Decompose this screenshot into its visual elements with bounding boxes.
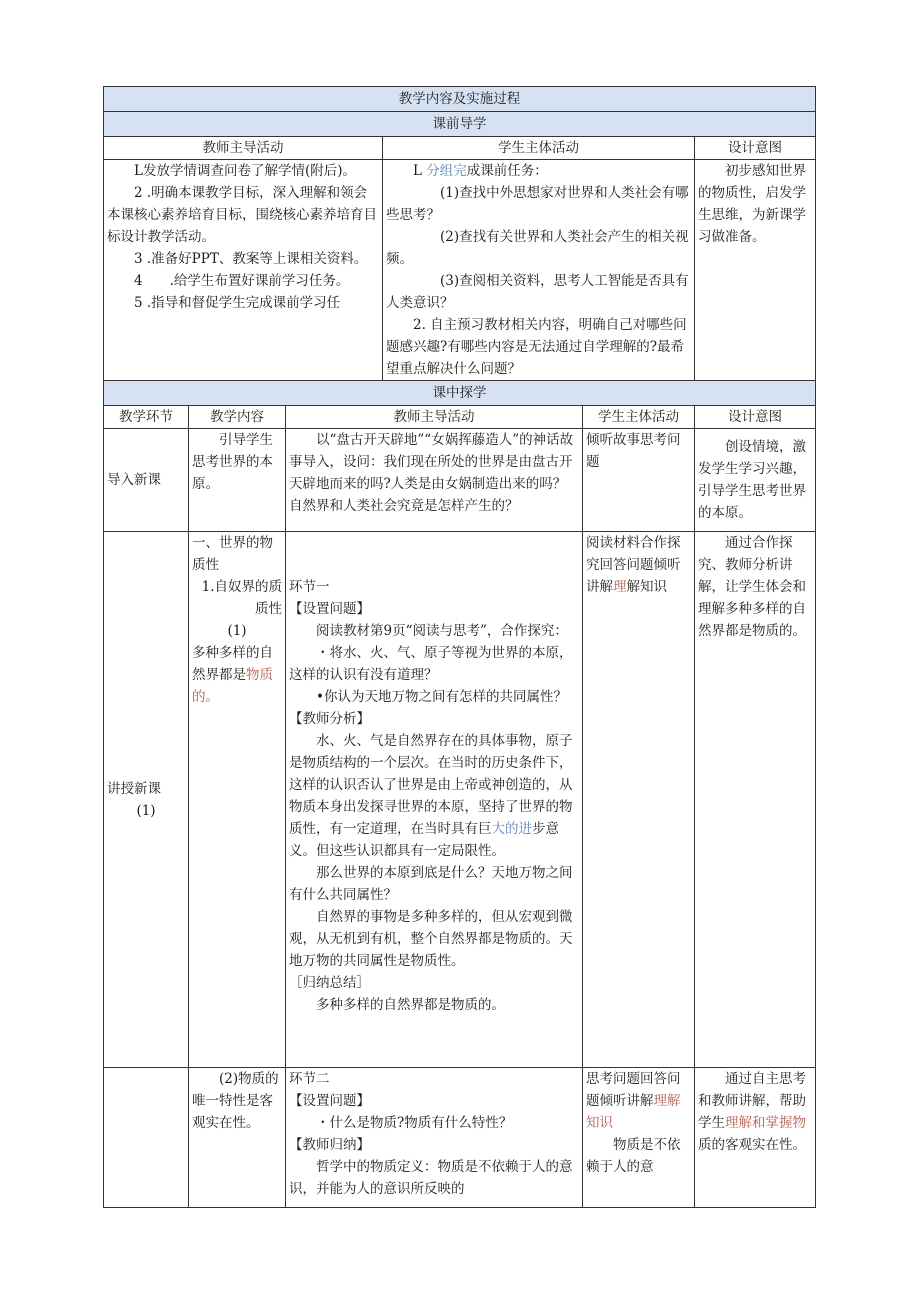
- pre-student-item-2: (2)查找有关世界和人类社会产生的相关视频。: [386, 229, 689, 267]
- intro-intent: 创设情境，激发学生学习兴趣，引导学生思考世界的本原。: [698, 439, 806, 521]
- intro-student: 倾听故事思考问题: [583, 429, 695, 532]
- pre-header-student: 学生主体活动: [383, 137, 695, 160]
- pre-teacher-item-2: 2 .明确本课教学目标，深入理解和领会本课核心素养培育目标，围绕核心素养培育目标设计教学活动。: [107, 185, 377, 245]
- substance-teacher-cell: [286, 1068, 583, 1208]
- pre-teacher-item-5: 5 .指导和督促学生完成课前学习任: [134, 295, 341, 311]
- lecture-intent-text: 通过合作探究、教师分析讲解，让学生体会和理解多种多样的自然界都是物质的。: [698, 535, 806, 639]
- substance-question-text: ・什么是物质?物质有什么特性？: [316, 1115, 513, 1131]
- substance-question-heading: 【设置问题】: [289, 1093, 370, 1109]
- intro-teacher: 以“盘古开天辟地”“女娲挥藤造人”的神话故事导入，设问：我们现在所处的世界是由盘古开天辟地而来的吗?人类是由女娲制造出来的吗？自然界和人类社会究竟是怎样产生的？: [289, 432, 574, 514]
- pre-header-teacher: 教师主导活动: [104, 137, 383, 160]
- substance-content-cell: [189, 1068, 286, 1208]
- class-header-intent: 设计意图: [695, 406, 816, 429]
- pre-teacher-item-4: 4 .给学生布置好课前学习任务。: [134, 273, 350, 289]
- substance-summary-heading: 【教师归纳】: [289, 1137, 370, 1153]
- lecture-question-bullet-1: ・将水、火、气、原子等视为世界的本原，这样的认识有没有道理？: [289, 645, 573, 683]
- lecture-content-cell: [189, 532, 286, 1068]
- substance-intent-cell: [695, 1068, 816, 1208]
- intro-row: [104, 429, 816, 532]
- lecture-content-sub: 1.自奴界的质质性: [201, 579, 282, 617]
- pre-student-intro: L 分组完成课前任务：: [413, 163, 548, 179]
- highlight-text: 理解知识: [586, 1093, 681, 1131]
- intro-content-cell: [189, 429, 286, 532]
- pre-student-item-3: (3)查阅相关资料，思考人工智能是否具有人类意识？: [386, 273, 689, 311]
- lecture-summary-heading: ［归纳总结］: [289, 975, 370, 991]
- pre-student-item-1: (1)查找中外思想家对世界和人类社会有哪些思考？: [386, 185, 689, 223]
- substance-student-text-2: 物质是不依赖于人的意: [586, 1137, 681, 1175]
- highlight-text: 大的进: [491, 821, 532, 837]
- pre-teacher-item-1: L发放学情调查问卷了解学情(附后)。: [134, 163, 356, 179]
- pre-header-intent: 设计意图: [695, 137, 816, 160]
- class-header-stage: 教学环节: [104, 406, 189, 429]
- class-header-student: 学生主体活动: [583, 406, 695, 429]
- highlight-text: 理解和掌握物: [725, 1115, 806, 1131]
- highlight-text: 分组完: [426, 163, 467, 179]
- pre-intent-text: 初步感知世界的物质性，启发学生思维，为新课学习做准备。: [698, 163, 806, 245]
- lecture-analysis-heading: 【教师分析】: [289, 711, 370, 727]
- lecture-stage: 讲授新课: [107, 780, 161, 797]
- lecture-content-heading: 一、世界的物质性: [192, 535, 273, 573]
- lecture-summary-text: 多种多样的自然界都是物质的。: [316, 997, 505, 1013]
- lecture-analysis-text-2: 那么世界的本原到底是什么？天地万物之间有什么共同属性？: [289, 865, 573, 903]
- lecture-link-label: 环节一: [289, 579, 330, 595]
- pre-header-row: [104, 137, 816, 160]
- pre-content-row: [104, 160, 816, 381]
- substance-student-cell: [583, 1068, 695, 1208]
- class-header-row: [104, 406, 816, 429]
- substance-summary-text: 哲学中的物质定义：物质是不依赖于人的意识，并能为人的意识所反映的: [289, 1159, 573, 1197]
- substance-row: [104, 1068, 816, 1208]
- lesson-plan-table: [103, 86, 816, 1208]
- title-row: [104, 87, 816, 112]
- lecture-student-cell: [583, 532, 695, 1068]
- substance-intent-text: 通过自主思考和教师讲解，帮助学生理解和掌握物质的客观实在性。: [698, 1071, 806, 1153]
- substance-content: (2)物质的唯一特性是客观实在性。: [192, 1071, 279, 1131]
- lecture-content-num: (1): [227, 623, 247, 639]
- lecture-student-text: 阅读材料合作探究回答问题倾听讲解理解知识: [586, 535, 681, 595]
- pre-intent-cell: [695, 160, 816, 381]
- lecture-stage-num: (1): [136, 802, 156, 819]
- lecture-question-heading: 【设置问题】: [289, 601, 370, 617]
- lecture-question-bullet-2: •你认为天地万物之间有怎样的共同属性？: [316, 689, 567, 705]
- lecture-analysis-text-1: 水、火、气是自然界存在的具体事物，原子是物质结构的一个层次。在当时的历史条件下，这样的认识否认了世界是由上帝或神创造的，从物质本身出发探寻世界的本原，坚持了世界的物质性，有一定道理，在当时具有巨大的进步意义。但这些认识都具有一定局限性。: [289, 733, 573, 859]
- pre-teacher-item-3: 3 .准备好PPT、教案等上课相关资料。: [134, 251, 368, 267]
- lecture-row: [104, 532, 816, 1068]
- intro-content: 引导学生思考世界的本原。: [192, 432, 273, 492]
- pre-teacher-cell: [104, 160, 383, 381]
- substance-student-text: 思考问题回答问题倾听讲解理解知识: [586, 1071, 681, 1131]
- pre-section-title: 课前导学: [104, 112, 816, 137]
- intro-intent-cell: [695, 429, 816, 532]
- class-header-teacher: 教师主导活动: [286, 406, 583, 429]
- intro-stage: 导入新课: [104, 429, 189, 532]
- lecture-teacher-cell: [286, 532, 583, 1068]
- lecture-question-text: 阅读教材第9页“阅读与思考”，合作探究：: [316, 623, 568, 639]
- class-section-row: [104, 381, 816, 406]
- lecture-intent-cell: [695, 532, 816, 1068]
- substance-stage-cell: [104, 1068, 189, 1208]
- lecture-content-point: 多种多样的自然界都是物质的。: [192, 645, 273, 705]
- substance-link-label: 环节二: [289, 1071, 330, 1087]
- lecture-analysis-text-3: 自然界的事物是多种多样的，但从宏观到微观，从无机到有机，整个自然界都是物质的。天地万物的共同属性是物质性。: [289, 909, 573, 969]
- class-header-content: 教学内容: [189, 406, 286, 429]
- class-section-title: 课中探学: [104, 381, 816, 406]
- highlight-text: 理: [613, 579, 627, 595]
- pre-student-item-4: 2. 自主预习教材相关内容，明确自己对哪些问题感兴趣?有哪些内容是无法通过自学理解的?最希望重点解决什么问题？: [386, 317, 687, 377]
- table-title: 教学内容及实施过程: [104, 87, 816, 112]
- pre-student-cell: [383, 160, 695, 381]
- intro-teacher-cell: [286, 429, 583, 532]
- lecture-stage-cell: [104, 532, 189, 1068]
- highlight-text: 物质的。: [192, 667, 273, 705]
- pre-section-row: [104, 112, 816, 137]
